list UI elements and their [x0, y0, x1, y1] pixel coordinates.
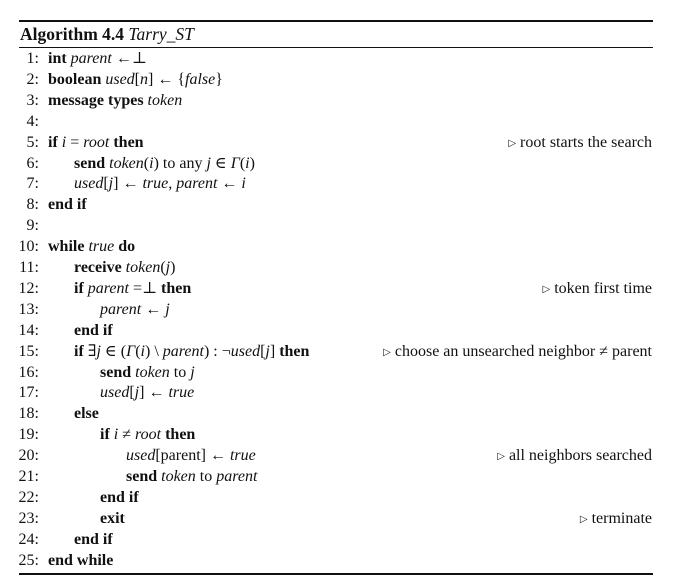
- line-comment: [383, 341, 652, 363]
- comment-triangle-icon: ▷: [497, 451, 505, 463]
- code-text: end if: [74, 321, 113, 339]
- code-line: [0, 69, 684, 90]
- code-line: [0, 194, 684, 215]
- code-line: [0, 341, 684, 362]
- code-text: boolean used[n] ← {false}: [48, 70, 223, 88]
- code-line: [0, 153, 684, 174]
- code-text: exit: [100, 509, 125, 527]
- code-text: if parent =⊥ then: [74, 279, 192, 297]
- line-number: 25:: [18, 551, 39, 569]
- comment-text: terminate: [587, 509, 652, 527]
- line-number: 23:: [18, 509, 39, 527]
- code-text: used[parent] ← true: [126, 447, 256, 465]
- code-line: [0, 424, 684, 445]
- code-line: [0, 320, 684, 341]
- code-text: end if: [74, 530, 113, 548]
- code-text: end while: [48, 551, 114, 569]
- code-text: int parent ←⊥: [48, 50, 147, 67]
- code-line: [0, 445, 684, 466]
- line-number: 20:: [18, 447, 39, 465]
- line-comment: [508, 132, 652, 154]
- line-number: 11:: [19, 259, 39, 276]
- code-text: receive token(j): [74, 259, 176, 276]
- line-number: 5:: [26, 133, 39, 151]
- code-line: [0, 215, 684, 236]
- line-number: 19:: [18, 426, 39, 444]
- code-line: [0, 278, 684, 299]
- comment-text: token first time: [550, 279, 652, 297]
- code-line: [0, 111, 684, 132]
- code-line: [0, 382, 684, 403]
- line-number: 6:: [26, 154, 39, 172]
- line-number: 10:: [18, 238, 39, 256]
- code-line: [0, 90, 684, 111]
- line-number: 12:: [18, 279, 39, 297]
- line-number: 3:: [26, 91, 39, 109]
- line-number: 14:: [18, 321, 39, 339]
- code-line: [0, 132, 684, 153]
- line-number: 22:: [18, 488, 39, 506]
- line-number: 24:: [18, 530, 39, 548]
- code-line: [0, 48, 684, 69]
- code-line: [0, 550, 684, 571]
- line-comment: [497, 445, 652, 467]
- code-line: [0, 508, 684, 529]
- code-line: [0, 362, 684, 383]
- code-text: message types token: [48, 91, 183, 109]
- comment-text: choose an unsearched neighbor ≠ parent: [390, 342, 652, 360]
- code-line: [0, 403, 684, 424]
- code-text: else: [74, 405, 99, 423]
- code-text: if ∃j ∈ (Γ(i) \ parent) : ¬used[j] then: [74, 342, 310, 360]
- code-text: used[j] ← true: [100, 384, 195, 402]
- comment-text: root starts the search: [516, 133, 652, 151]
- comment-triangle-icon: ▷: [579, 513, 588, 525]
- algorithm-label: Algorithm 4.4: [20, 24, 125, 44]
- code-line: [0, 529, 684, 550]
- line-number: 13:: [18, 300, 39, 318]
- line-number: 4:: [26, 112, 39, 130]
- code-line: [0, 299, 684, 320]
- code-text: send token to j: [100, 363, 195, 381]
- code-text: send token to parent: [126, 468, 258, 485]
- code-text: used[j] ← true, parent ← i: [74, 175, 246, 193]
- code-text: while true do: [48, 238, 136, 256]
- algorithm-caption: [20, 22, 194, 46]
- comment-text: all neighbors searched: [504, 447, 652, 465]
- bottom-rule: [19, 573, 653, 575]
- code-text: send token(i) to any j ∈ Γ(i): [74, 154, 255, 172]
- line-number: 17:: [18, 384, 39, 402]
- code-text: parent ← j: [100, 300, 170, 318]
- comment-triangle-icon: ▷: [508, 137, 517, 149]
- code-line: [0, 487, 684, 508]
- code-text: if i ≠ root then: [100, 426, 196, 444]
- code-text: if i = root then: [48, 133, 144, 151]
- line-comment: [580, 508, 652, 530]
- line-comment: [543, 278, 652, 300]
- code-line: [0, 466, 684, 487]
- line-number: 18:: [18, 405, 39, 423]
- line-number: 9:: [26, 217, 39, 235]
- line-number: 16:: [18, 363, 39, 381]
- code-line: [0, 236, 684, 257]
- code-text: end if: [48, 196, 87, 214]
- line-number: 1:: [26, 50, 39, 67]
- line-number: 8:: [26, 196, 39, 214]
- line-number: 7:: [26, 175, 39, 193]
- code-line: [0, 173, 684, 194]
- code-text: end if: [100, 488, 139, 506]
- algorithm-name: Tarry_ST: [128, 24, 194, 44]
- code-line: [0, 257, 684, 278]
- comment-triangle-icon: ▷: [542, 283, 551, 295]
- line-number: 21:: [18, 468, 39, 485]
- line-number: 2:: [26, 70, 39, 88]
- comment-triangle-icon: ▷: [383, 346, 391, 358]
- line-number: 15:: [18, 342, 39, 360]
